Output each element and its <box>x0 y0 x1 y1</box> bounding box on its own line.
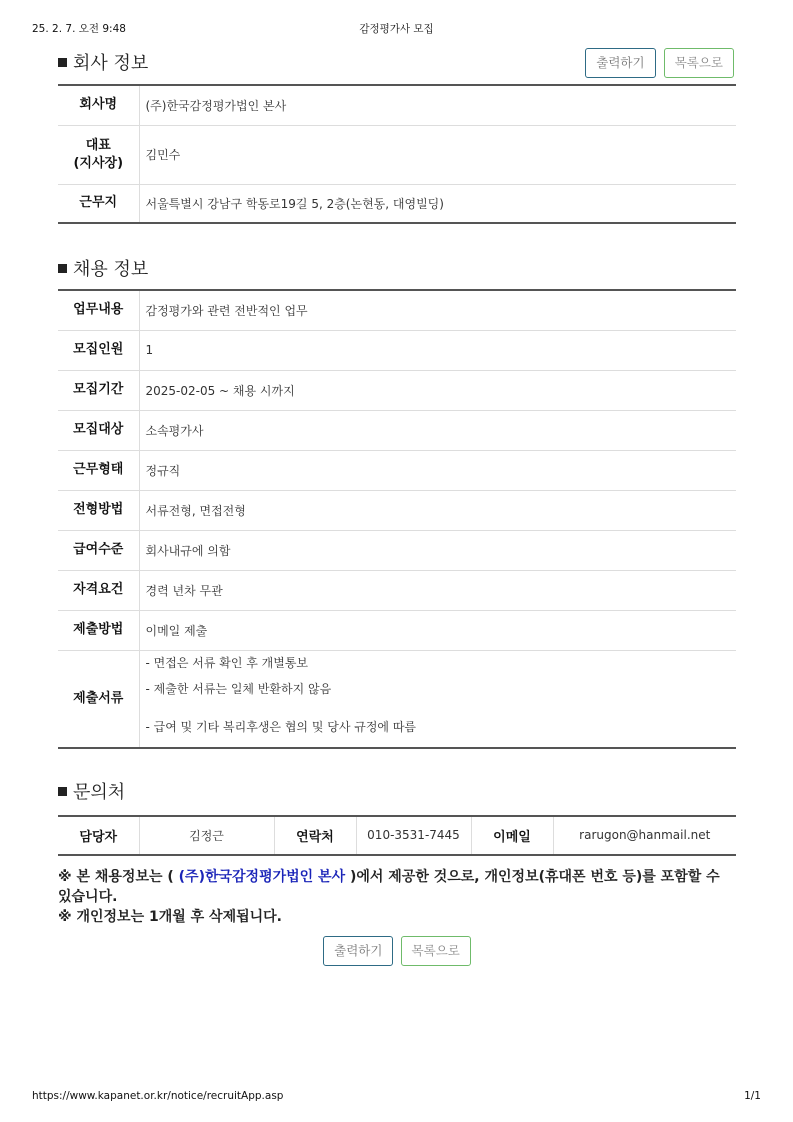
table-row <box>58 330 736 370</box>
table-row <box>58 570 736 610</box>
table-row <box>58 530 736 570</box>
job-section-header <box>58 244 736 289</box>
contact-section-title: 문의처 <box>58 778 125 804</box>
table-row <box>58 650 736 748</box>
manager-label: 담당자 <box>58 816 139 855</box>
document-note: - 급여 및 기타 복리후생은 협의 및 당사 규정에 따름 <box>145 719 417 734</box>
row-value: 서류전형, 면접전형 <box>139 490 736 530</box>
manager-value: 김정근 <box>139 816 274 855</box>
table-row <box>58 85 736 125</box>
print-footer <box>32 1090 761 1104</box>
notice-line-2: ※ 개인정보는 1개월 후 삭제됩니다. <box>58 908 282 925</box>
notice-company: (주)한국감정평가법인 본사 <box>178 868 346 885</box>
row-value: (주)한국감정평가법인 본사 <box>139 85 736 125</box>
row-label: 제출방법 <box>58 610 139 650</box>
phone-value: 010-3531-7445 <box>356 816 471 855</box>
table-row <box>58 410 736 450</box>
row-value: 2025-02-05 ~ 채용 시까지 <box>139 370 736 410</box>
row-label: 대표 (지사장) <box>58 125 139 184</box>
page-url: https://www.kapanet.or.kr/notice/recruitApp.asp <box>32 1090 284 1102</box>
company-info-table <box>58 84 736 224</box>
row-label: 모집대상 <box>58 410 139 450</box>
email-value: rarugon@hanmail.net <box>579 828 711 842</box>
row-value: 1 <box>139 330 736 370</box>
privacy-notice <box>58 867 736 927</box>
table-row <box>58 490 736 530</box>
table-row <box>58 125 736 184</box>
list-button[interactable]: 목록으로 <box>401 936 471 966</box>
row-label: 근무지 <box>58 184 139 223</box>
square-bullet-icon <box>58 787 67 796</box>
row-value: 회사내규에 의함 <box>139 530 736 570</box>
table-row <box>58 290 736 330</box>
print-button[interactable]: 출력하기 <box>585 48 655 78</box>
page-number: 1/1 <box>744 1090 761 1102</box>
document-note: - 면접은 서류 확인 후 개별통보 <box>145 655 309 670</box>
row-label: 모집인원 <box>58 330 139 370</box>
contact-table <box>58 815 736 856</box>
row-label: 모집기간 <box>58 370 139 410</box>
company-section-header <box>58 44 736 84</box>
row-value: 소속평가사 <box>139 410 736 450</box>
print-header <box>32 21 761 35</box>
job-section-title: 채용 정보 <box>58 255 148 281</box>
row-label: 전형방법 <box>58 490 139 530</box>
square-bullet-icon <box>58 264 67 273</box>
row-value: 감정평가와 관련 전반적인 업무 <box>139 290 736 330</box>
row-label: 업무내용 <box>58 290 139 330</box>
row-value: 정규직 <box>139 450 736 490</box>
row-value: 이메일 제출 <box>139 610 736 650</box>
table-row <box>58 816 736 855</box>
row-label: 근무형태 <box>58 450 139 490</box>
print-datetime: 25. 2. 7. 오전 9:48 <box>32 23 126 35</box>
table-row <box>58 370 736 410</box>
company-section-title: 회사 정보 <box>58 49 148 75</box>
row-label: 제출서류 <box>58 650 139 748</box>
notice-line-1: ※ 본 채용정보는 ( (주)한국감정평가법인 본사 )에서 제공한 것으로, 개인정보(휴대폰 번호 등)를 포함할 수 있습니다. <box>58 868 720 905</box>
row-value: 경력 년차 무관 <box>139 570 736 610</box>
phone-label: 연락처 <box>274 816 356 855</box>
table-row <box>58 184 736 223</box>
row-value: 서울특별시 강남구 학동로19길 5, 2층(논현동, 대영빌딩) <box>145 196 444 211</box>
row-label: 급여수준 <box>58 530 139 570</box>
contact-section-header <box>58 773 736 815</box>
row-label: 자격요건 <box>58 570 139 610</box>
square-bullet-icon <box>58 58 67 67</box>
print-button[interactable]: 출력하기 <box>323 936 393 966</box>
email-label: 이메일 <box>471 816 553 855</box>
main-content <box>58 44 736 966</box>
print-page-title: 감정평가사 모집 <box>359 23 434 35</box>
job-info-table <box>58 289 736 749</box>
bottom-button-group <box>58 936 736 966</box>
document-note: - 제출한 서류는 일체 반환하지 않음 <box>145 681 332 696</box>
row-value: 김민수 <box>139 125 736 184</box>
list-button[interactable]: 목록으로 <box>664 48 734 78</box>
top-button-group <box>582 48 734 78</box>
row-label: 회사명 <box>58 85 139 125</box>
table-row <box>58 610 736 650</box>
table-row <box>58 450 736 490</box>
row-value <box>139 650 736 748</box>
